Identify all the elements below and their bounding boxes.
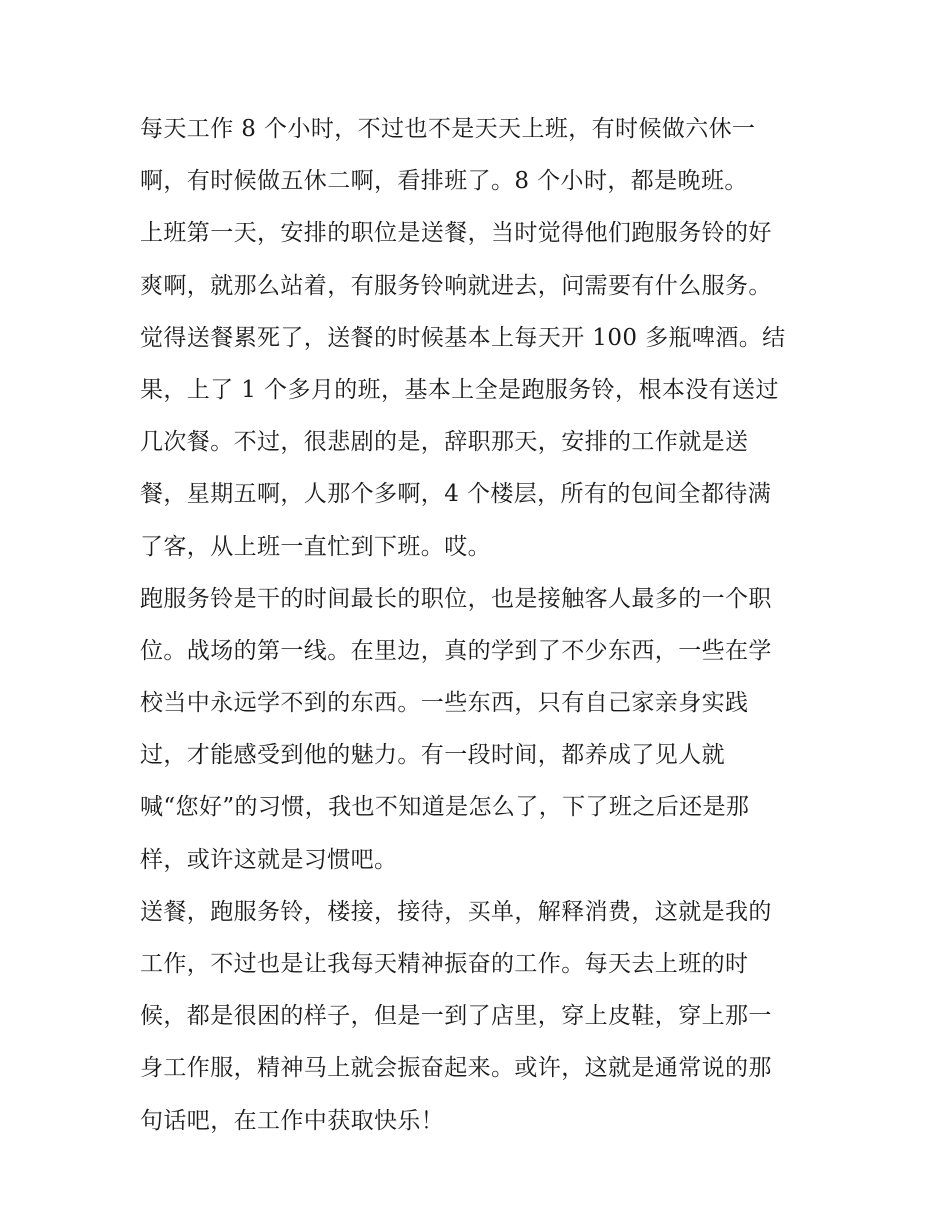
text-line: 几次餐。不过，很悲剧的是，辞职那天，安排的工作就是送 [140, 429, 749, 456]
text-line: 过，才能感受到他的魅力。有一段时间，都养成了见人就 [140, 742, 725, 769]
text-line: 果，上了 1 个多月的班，基本上全是跑服务铃，根本没有送过 [140, 376, 779, 403]
text-line: 工作，不过也是让我每天精神振奋的工作。每天去上班的时 [140, 951, 749, 977]
text-line: 爽啊，就那么站着，有服务铃响就进去，问需要有什么服务。 [140, 272, 772, 299]
text-line: 上班第一天，安排的职位是送餐，当时觉得他们跑服务铃的好 [140, 220, 772, 247]
text-line: 身工作服，精神马上就会振奋起来。或许，这就是通常说的那 [140, 1055, 772, 1082]
text-line: 送餐，跑服务铃，楼接，接待，买单，解释消费，这就是我的 [140, 898, 772, 925]
text-line: 跑服务铃是干的时间最长的职位，也是接触客人最多的一个职 [140, 585, 772, 612]
text-line: 句话吧，在工作中获取快乐！ [140, 1107, 445, 1134]
text-line: 喊“您好”的习惯，我也不知道是怎么了，下了班之后还是那 [140, 794, 750, 821]
text-line: 校当中永远学不到的东西。一些东西，只有自己家亲身实践 [140, 690, 749, 717]
text-line: 觉得送餐累死了，送餐的时候基本上每天开 100 多瓶啤酒。结 [140, 324, 786, 351]
text-line: 样，或许这就是习惯吧。 [140, 846, 398, 873]
text-line: 候，都是很困的样子，但是一到了店里，穿上皮鞋，穿上那一 [140, 1003, 772, 1030]
text-line: 位。战场的第一线。在里边，真的学到了不少东西，一些在学 [140, 637, 772, 664]
text-line: 每天工作 8 个小时，不过也不是天天上班，有时候做六休一 [140, 116, 756, 142]
body-text [140, 103, 820, 1147]
text-line: 餐，星期五啊，人那个多啊，4 个楼层，所有的包间全都待满 [140, 481, 772, 508]
text-line: 啊，有时候做五休二啊，看排班了。8 个小时，都是晚班。 [140, 168, 748, 195]
text-line: 了客，从上班一直忙到下班。哎。 [140, 533, 491, 560]
